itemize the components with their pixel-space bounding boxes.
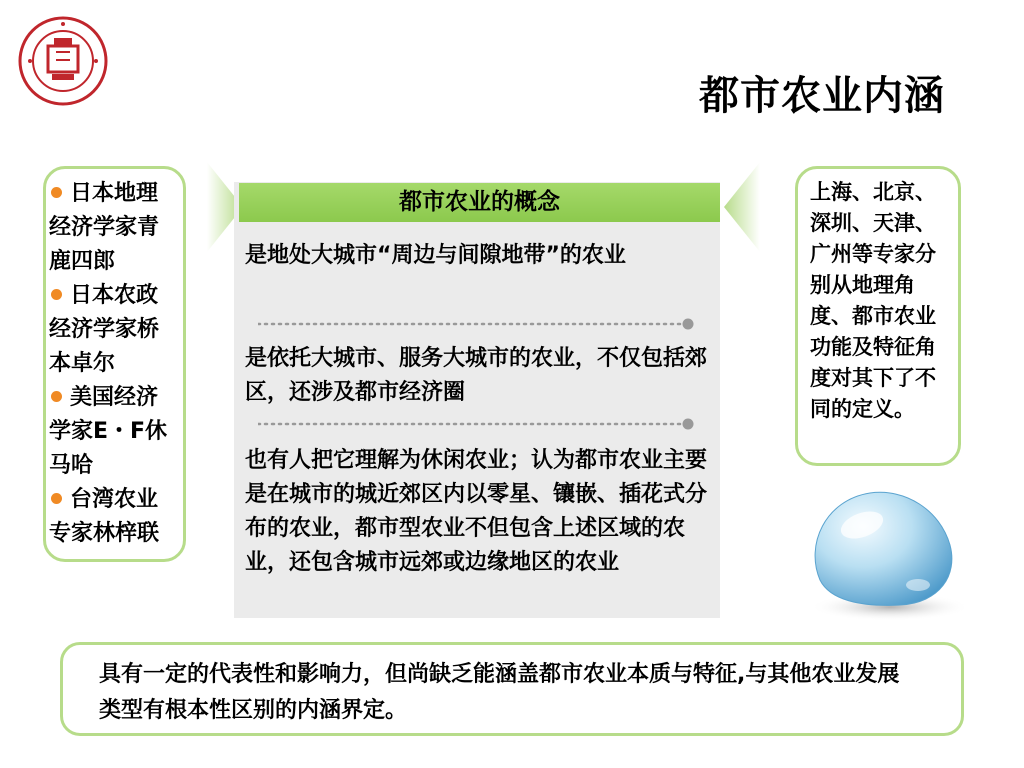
conclusion-box: 具有一定的代表性和影响力，但尚缺乏能涵盖都市农业本质与特征,与其他农业发展类型有根本性区别的内涵界定。	[60, 642, 964, 736]
list-item: 日本农政经济学家桥本卓尔	[49, 283, 160, 376]
scholars-box	[43, 166, 186, 562]
water-drop-icon	[800, 485, 970, 625]
concept-header: 都市农业的概念	[239, 183, 720, 222]
arrow-left-icon	[722, 160, 762, 255]
university-seal-icon	[18, 16, 108, 106]
list-item: 日本地理经济学家青鹿四郎	[49, 181, 160, 274]
bullet-icon	[51, 493, 62, 504]
concept-item: 是依托大城市、服务大城市的农业，不仅包括郊区，还涉及都市经济圈	[245, 346, 708, 405]
experts-box: 上海、北京、深圳、天津、广州等专家分别从地理角度、都市农业功能及特征角度对其下了不同的定义。	[795, 166, 961, 466]
bullet-icon	[51, 187, 62, 198]
concept-item: 也有人把它理解为休闲农业；认为都市农业主要是在城市的城近郊区内以零星、镶嵌、插花式分布的农业，都市型农业不但包含上述区域的农业，还包含城市远郊或边缘地区的农业	[245, 448, 708, 575]
concept-item: 是地处大城市“周边与间隙地带”的农业	[245, 243, 626, 268]
bullet-icon	[51, 289, 62, 300]
list-item: 美国经济学家E・F休马哈	[49, 385, 168, 478]
dotted-divider	[258, 318, 694, 330]
dotted-divider	[258, 418, 694, 430]
bullet-icon	[51, 391, 62, 402]
list-item: 台湾农业专家林梓联	[49, 487, 160, 546]
page-title: 都市农业内涵	[699, 73, 945, 119]
